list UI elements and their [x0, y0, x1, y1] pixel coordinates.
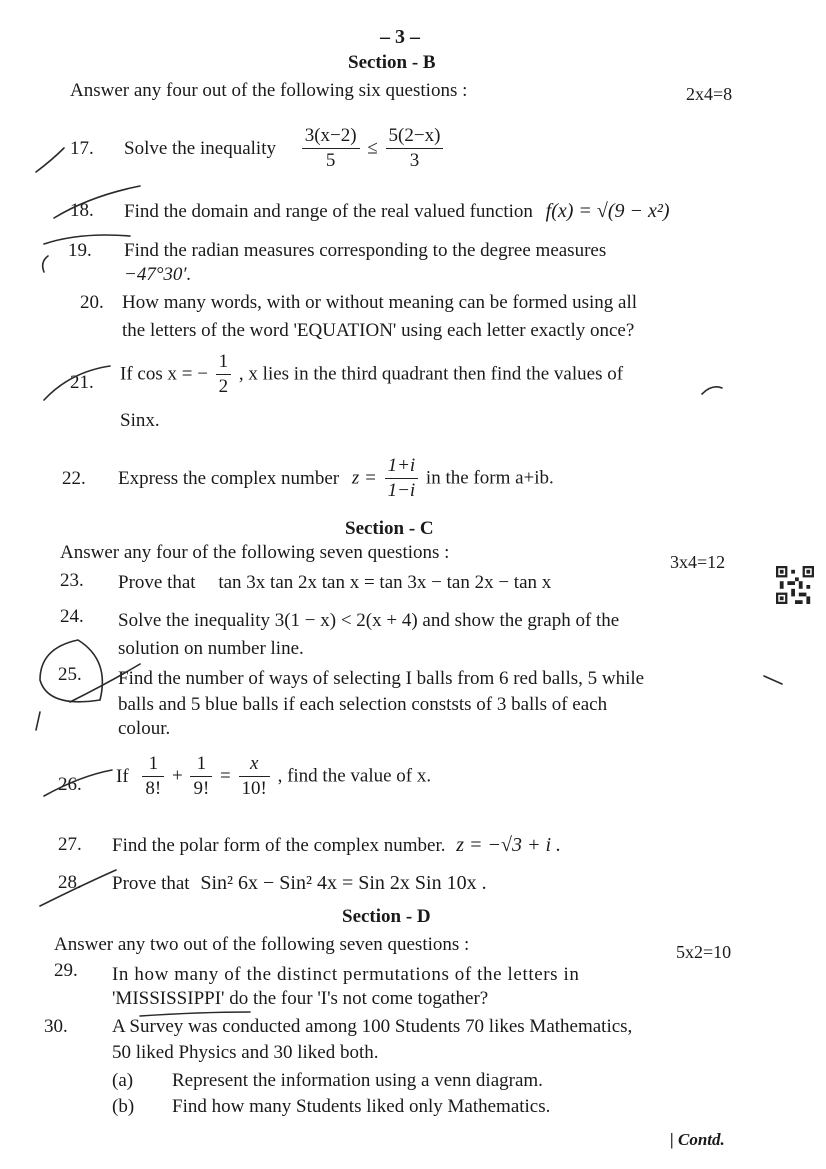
question-number: 28.: [58, 872, 82, 893]
question-text: Find the domain and range of the real valued function: [124, 201, 533, 222]
question-21: [120, 350, 623, 399]
equals-sign: =: [220, 765, 231, 787]
question-20-line1: How many words, with or without meaning can be formed using all: [122, 292, 638, 313]
question-18: [124, 200, 670, 223]
variable-z: z =: [351, 467, 377, 489]
fraction-lhs: $\frac{3(x-2)}{5}$: [302, 124, 360, 173]
question-26: [116, 752, 431, 801]
trig-identity: Sin² 6x − Sin² 4x = Sin 2x Sin 10x .: [200, 872, 487, 894]
question-28: [112, 872, 487, 895]
qr-code-icon: [776, 566, 814, 604]
question-number: 18.: [70, 200, 94, 221]
section-c-instruction: Answer any four of the following seven questions :: [60, 542, 450, 563]
question-number: 21.: [70, 372, 94, 393]
section-b-instruction: Answer any four out of the following six questions :: [70, 80, 468, 101]
question-30b-text: Find how many Students liked only Mathematics.: [172, 1096, 551, 1117]
question-text: Solve the inequality: [124, 137, 276, 159]
question-number: 24.: [60, 606, 84, 627]
question-number: 19.: [68, 240, 92, 261]
question-text: Express the complex number: [118, 467, 340, 489]
fraction-complex: $\frac{1+i}{1-i}$: [385, 454, 419, 503]
question-number: 30.: [44, 1016, 68, 1037]
question-23: [118, 572, 551, 594]
section-b-title: Section - B: [348, 52, 436, 73]
function-expression: f(x) = √(9 − x²): [545, 200, 670, 222]
question-25-line3: colour.: [118, 718, 171, 739]
trig-identity: tan 3x tan 2x tan x = tan 3x − tan 2x − tan x: [218, 572, 552, 593]
section-d-title: Section - D: [342, 906, 431, 927]
inequality-sign: ≤: [367, 137, 378, 159]
question-29-line2: 'MISSISSIPPI' do the four 'I's not come togather?: [112, 988, 489, 1009]
plus-sign: +: [171, 765, 183, 787]
section-d-instruction: Answer any two out of the following seven questions :: [54, 934, 470, 955]
section-c-marks: 3x4=12: [670, 552, 726, 572]
question-number: 20.: [80, 292, 104, 313]
question-19-line1: Find the radian measures corresponding to the degree measures: [124, 240, 607, 261]
fraction-half: $\frac{1}{2}$: [216, 350, 232, 399]
question-27: [112, 834, 561, 857]
question-text: , find the value of x.: [277, 765, 432, 787]
section-d-marks: 5x2=10: [676, 942, 732, 962]
fraction-9-factorial: $\frac{1}{9!}$: [190, 752, 212, 801]
question-number: 17.: [70, 138, 94, 159]
question-number: 23.: [60, 570, 84, 591]
fraction-8-factorial: $\frac{1}{8!}$: [142, 752, 164, 801]
question-number: 25.: [58, 664, 82, 685]
question-number: 22.: [62, 468, 86, 489]
question-22: [118, 454, 554, 503]
question-29-line1: In how many of the distinct permutations of the letters in: [112, 964, 580, 985]
question-20-line2: the letters of the word 'EQUATION' using each letter exactly once?: [122, 320, 635, 341]
question-text: Prove that: [118, 572, 196, 593]
question-text: in the form a+ib.: [425, 467, 554, 489]
page-number: – 3 –: [380, 26, 420, 48]
question-25-line2: balls and 5 blue balls if each selection conststs of 3 balls of each: [118, 694, 608, 715]
question-17: [124, 124, 446, 173]
complex-number: z = −√3 + i .: [456, 834, 562, 856]
fraction-10-factorial: $\frac{x}{10!}$: [239, 752, 270, 801]
section-b-marks: 2x4=8: [686, 84, 733, 104]
question-30-line2: 50 liked Physics and 30 liked both.: [112, 1042, 379, 1063]
question-number: 27.: [58, 834, 82, 855]
question-24-line2: solution on number line.: [118, 638, 304, 659]
question-text: Find the polar form of the complex number.: [112, 835, 446, 856]
question-text: If cos x = −: [120, 363, 208, 385]
question-24-line1: Solve the inequality 3(1 − x) < 2(x + 4) and show the graph of the: [118, 610, 620, 631]
question-text: Prove that: [112, 873, 190, 894]
question-21-line2: Sinx.: [120, 410, 160, 431]
question-number: 29.: [54, 960, 78, 981]
section-c-title: Section - C: [345, 518, 434, 539]
question-25-line1: Find the number of ways of selecting I balls from 6 red balls, 5 while: [118, 668, 645, 689]
question-text: , x lies in the third quadrant then find the values of: [238, 363, 624, 385]
question-30a-label: (a): [112, 1070, 134, 1091]
question-30-line1: A Survey was conducted among 100 Students 70 likes Mathematics,: [112, 1016, 633, 1037]
question-30b-label: (b): [112, 1096, 135, 1117]
question-19-line2: −47°30′.: [124, 264, 192, 285]
continued-label: | Contd.: [670, 1130, 725, 1149]
question-number: 26.: [58, 774, 82, 795]
question-30a-text: Represent the information using a venn diagram.: [172, 1070, 543, 1091]
question-text: If: [116, 765, 129, 787]
fraction-rhs: $\frac{5(2-x)}{3}$: [386, 124, 444, 173]
